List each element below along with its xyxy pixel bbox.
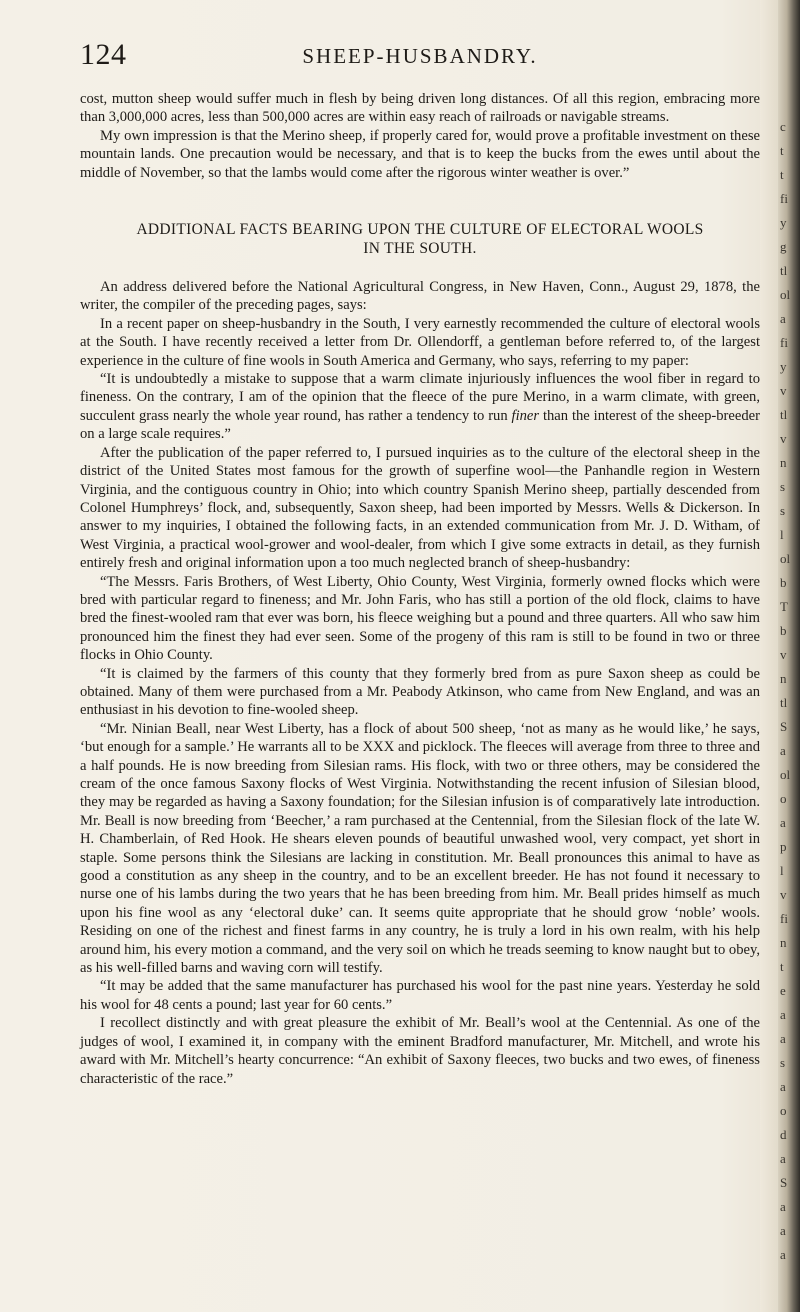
bleed-through-glyph: tl — [780, 408, 788, 422]
bleed-through-glyph: a — [780, 816, 786, 830]
bleed-through-glyph: tl — [780, 696, 788, 710]
bleed-through-glyph: v — [780, 648, 787, 662]
section-heading — [80, 220, 760, 258]
bleed-through-glyph: v — [780, 432, 787, 446]
paragraph-intro: An address delivered before the National Agricultural Congress, in New Haven, Conn., August 29, 1878, the writer, the compiler of the preceding pages, says: — [80, 279, 760, 314]
bleed-through-glyph: a — [780, 1200, 786, 1214]
bleed-through-glyph: n — [780, 936, 787, 950]
paragraph: cost, mutton sheep would suffer much in flesh by being driven long distances. Of all this region, embracing more than 3,000,000 acres, less than 500,000 acres are within easy reach of railroads or navigable streams. — [80, 91, 760, 126]
bleed-through-glyph: ol — [780, 552, 791, 566]
paragraph: “The Messrs. Faris Brothers, of West Liberty, Ohio County, West Virginia, formerly owned flocks which were bred with particular regard to fineness; and Mr. John Faris, who has still a portion of the old flock, claims to have bred the finest-wooled ram that ever was born, his fleece weighing but a pound and three quarters. All who saw him pronounced him the finest they had ever seen. Some of the progeny of this ram is still to be found in two or three flocks in Ohio County. — [80, 573, 760, 664]
paragraph: In a recent paper on sheep-husbandry in the South, I very earnestly recommended the culture of electoral wools at the South. I have recently received a letter from Dr. Ollendorff, a gentleman before referred to, of the largest experience in the culture of fine wools in South America and Germany, who says, referring to my paper: — [80, 315, 760, 369]
paragraph: “It is claimed by the farmers of this county that they formerly bred from as pure Saxon sheep as could be obtained. Many of them were purchased from a Mr. Peabody Atkinson, who came from New England, and was an enthusiast in his devotion to fine-wooled sheep. — [80, 665, 760, 719]
paragraph-quote — [80, 370, 760, 444]
italic-word: finer — [511, 407, 540, 424]
running-title: SHEEP-HUSBANDRY. — [302, 44, 538, 68]
bleed-through-glyph: e — [780, 984, 786, 998]
bleed-through-glyph: g — [780, 240, 787, 254]
bleed-through-glyph: ol — [780, 768, 791, 782]
bleed-through-glyph: ol — [780, 288, 791, 302]
text-run: “It is undoubtedly a mistake to suppose that a warm climate injuriously influences the wool fiber in regard to fineness. On the contrary, I am of the opinion that the fleece of the pure Merino, in a warm climate, with green, succulent grass nearly the whole year round, has rather a tendency to run — [80, 371, 760, 424]
bleed-through-glyph: S — [780, 720, 788, 734]
bleed-through-glyph: b — [780, 624, 787, 638]
bleed-through-glyph: s — [780, 1056, 786, 1070]
bleed-through-glyph: d — [780, 1128, 787, 1142]
spacer — [80, 182, 760, 220]
bleed-through-glyph: a — [780, 1008, 786, 1022]
bleed-through-glyph: n — [780, 672, 787, 686]
bleed-through-glyph: y — [780, 216, 787, 230]
bleed-through-glyph: fi — [780, 336, 788, 350]
bleed-through-glyph: v — [780, 384, 787, 398]
bleed-through-glyph: fi — [780, 912, 788, 926]
bleed-through-glyph: a — [780, 1224, 786, 1238]
bleed-through-glyph: a — [780, 1032, 786, 1046]
paragraph: I recollect distinctly and with great pleasure the exhibit of Mr. Beall’s wool at the Centennial. As one of the judges of wool, I examined it, in company with the eminent Bradford manufacturer, Mr. Mitchell, and wrote his award with Mr. Mitchell’s hearty concurrence: “An exhibit of Saxony fleeces, two bucks and two ewes, of fineness characteristic of the race.” — [80, 1015, 760, 1087]
bleed-through-glyph: y — [780, 360, 787, 374]
section-heading-line-1: ADDITIONAL FACTS BEARING UPON THE CULTURE OF ELECTORAL WOOLS — [136, 221, 704, 239]
page-edge — [760, 0, 778, 1312]
spacer — [80, 258, 760, 278]
paragraph: After the publication of the paper referred to, I pursued inquiries as to the culture of the electoral sheep in the district of the United States most famous for the growth of superfine wool—the Panhandle region in Western Virginia, and the contiguous country in Ohio; into which country Spanish Merino sheep, partially descended from Colonel Humphreys’ flock, and, subsequently, Saxon sheep, had been imported by Messrs. Wells & Dickerson. In answer to my inquiries, I obtained the following facts, in an extended communication from Mr. J. D. Witham, of West Virginia, a practical wool-grower and wool-dealer, from which I give some extracts in detail, as they furnish entirely fresh and original information upon a too much neglected branch of sheep-husbandry: — [80, 444, 760, 572]
bleed-through-glyph: v — [780, 888, 787, 902]
bleed-through-glyph: T — [780, 600, 788, 614]
page-header — [80, 40, 760, 70]
bleed-through-glyph: a — [780, 1152, 786, 1166]
bleed-through-glyph: fi — [780, 192, 788, 206]
bleed-through-glyph: a — [780, 744, 786, 758]
bleed-through-glyph: n — [780, 456, 787, 470]
bleed-through-glyph: t — [780, 960, 784, 974]
bleed-through-glyph: l — [780, 528, 784, 542]
bleed-through-glyph: t — [780, 168, 784, 182]
paragraph: My own impression is that the Merino sheep, if properly cared for, would prove a profitable investment on these mountain lands. One precaution would be necessary, and that is to keep the bucks from the ewes until about the middle of November, so that the lambs would come after the rigorous winter weather is over.” — [80, 127, 760, 181]
paragraph: “It may be added that the same manufacturer has purchased his wool for the past nine years. Yesterday he sold his wool for 48 cents a pound; last year for 60 cents.” — [80, 978, 760, 1013]
bleed-through-glyph: a — [780, 1248, 786, 1262]
section-heading-line-2: IN THE SOUTH. — [363, 240, 477, 258]
bleed-through-glyph: o — [780, 1104, 787, 1118]
bleed-through-glyph: p — [780, 840, 787, 854]
bleed-through-glyph: S — [780, 1176, 788, 1190]
bleed-through-glyph: t — [780, 144, 784, 158]
bleed-through-glyph: l — [780, 864, 784, 878]
text-run: than the interest of the sheep-breeder on a large scale requires.” — [80, 407, 760, 443]
paragraph: “Mr. Ninian Beall, near West Liberty, has a flock of about 500 sheep, ‘not as many as he would like,’ he says, ‘but enough for a sample.’ He warrants all to be XXX and picklock. The fleeces will average from three to three and a half pounds. He is now breeding from Silesian rams. His flock, with two or three others, may be considered the cream of the once famous Saxony flocks of West Virginia. Notwithstanding the recent infusion of Silesian blood, they may be regarded as having a Saxony foundation; for the Silesian infusion is of comparatively late introduction. Mr. Beall is now breeding from ‘Beecher,’ a ram purchased at the Centennial, from the Silesian flock of the late W. H. Chamberlain, of Red Hook. He shears eleven pounds of beautiful unwashed wool, very compact, yet short in staple. Some persons think the Silesians are lacking in constitution. Mr. Beall pronounces this animal to have as good a constitution as any sheep in the country, and to be an excellent breeder. He has not found it necessary to nurse one of his lambs during the two years that he has been breeding from him. Mr. Beall prides himself as much upon his fine wool as any ‘electoral duke’ can. It seems quite appropriate that he should grow ‘noble’ wools. Residing on one of the richest and finest farms in any country, he is truly a lord in his own realm, with his help around him, his every motion a command, and the very soil on which he treads seeming to know naught but to obey, as his well-filled barns and waving corn will testify. — [80, 720, 760, 977]
page-body — [80, 90, 760, 1088]
bleed-through-glyph: s — [780, 504, 786, 518]
bleed-through-glyph: c — [780, 120, 786, 134]
bleed-through-glyph: a — [780, 312, 786, 326]
bleed-through-glyph: o — [780, 792, 787, 806]
bleed-through-glyph: tl — [780, 264, 788, 278]
bleed-through-glyph: s — [780, 480, 786, 494]
page-number: 124 — [80, 38, 127, 71]
bleed-through-glyph: a — [780, 1080, 786, 1094]
bleed-through-glyph: b — [780, 576, 787, 590]
